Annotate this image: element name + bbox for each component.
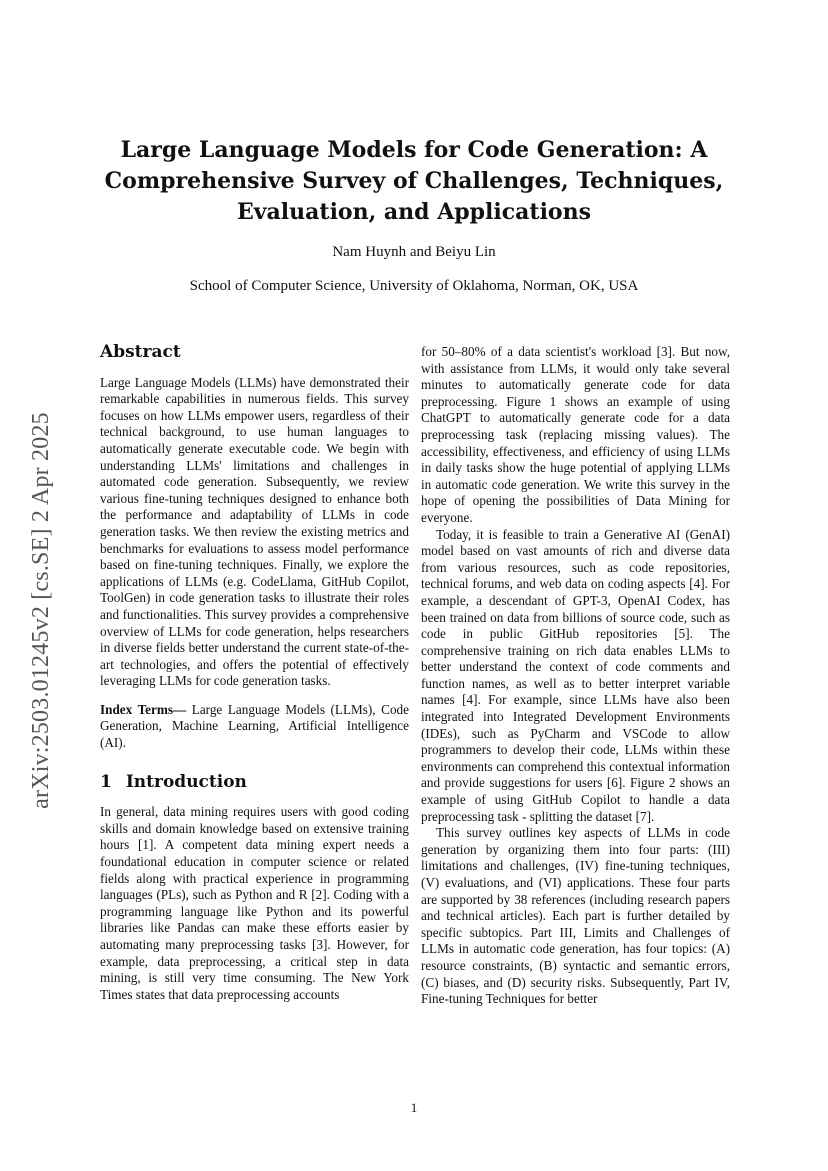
title-line: Comprehensive Survey of Challenges, Techniques, bbox=[104, 168, 724, 194]
title-line: Evaluation, and Applications bbox=[237, 199, 591, 225]
arxiv-identifier-stamp bbox=[26, 375, 56, 845]
paper-authors: Nam Huynh and Beiyu Lin bbox=[332, 244, 496, 260]
page-number: 1 bbox=[410, 1100, 418, 1115]
section-number: 1 bbox=[100, 771, 112, 792]
intro-paragraph-1: In general, data mining requires users with good coding skills and domain knowledge based on extensive training hours [1]. A competent data mining expert needs a foundational education in computer science or related fields along with practical experience in programming languages (PLs), such as Python and R [2]. Coding with a programming language like Python and its powerful libraries like Pandas can make these efforts easier by automating many preprocessing tasks [3]. However, for example, data preprocessing, a critical step in data mining, is still very time consuming. The New York Times states that data preprocessing accounts bbox=[100, 804, 409, 1002]
introduction-heading bbox=[100, 771, 409, 792]
section-title: Introduction bbox=[125, 771, 247, 792]
index-terms bbox=[100, 702, 409, 752]
paper-affiliation: School of Computer Science, University of Oklahoma, Norman, OK, USA bbox=[189, 278, 639, 294]
paper-title bbox=[100, 135, 728, 228]
left-column bbox=[100, 344, 409, 1003]
right-column bbox=[421, 344, 730, 1008]
abstract-body: Large Language Models (LLMs) have demonstrated their remarkable capabilities in numerous fields. This survey focuses on how LLMs empower users, regardless of their technical background, to use human languages to automatically generate executable code. We begin with understanding LLMs' limitations and challenges in automated code generation. Subsequently, we review various fine-tuning techniques designed to enhance both the performance and adaptability of LLMs in code generation tasks. We then review the existing metrics and benchmarks for evaluations to assess model performance based on fine-tuning techniques. Finally, we explore the applications of LLMs (e.g. CodeLlama, GitHub Copilot, ToolGen) in code generation tasks to illustrate their roles and functionalities. This survey provides a comprehensive overview of LLMs for code generation, helps researchers in diverse fields better understand the current state-of-the-art technologies, and offers the potential of effectively leveraging LLMs for code generation tasks. bbox=[100, 374, 409, 689]
intro-paragraph-1-continued: for 50–80% of a data scientist's workload [3]. But now, with assistance from LLMs, it would only take several minutes to automatically generate code for data preprocessing. Figure 1 shows an example of using ChatGPT to automatically generate code for a data preprocessing task (replacing missing values). The accessibility, effectiveness, and efficiency of using LLMs in daily tasks show the huge potential of applying LLMs in automatic code generation. We write this survey in the hope of opening the possibilities of Data Mining for everyone. bbox=[421, 344, 730, 525]
title-line: Large Language Models for Code Generation: A bbox=[120, 137, 708, 163]
index-terms-text: Large Language Models (LLMs), Code Generation, Machine Learning, Artificial Intelligence (AI). bbox=[100, 701, 409, 751]
index-terms-label: Index Terms— bbox=[100, 701, 187, 717]
intro-paragraph-2: Today, it is feasible to train a Generative AI (GenAI) model based on vast amounts of rich and diverse data from various resources, such as code repositories, technical forums, and web data on coding aspects [4]. For example, a descendant of GPT-3, OpenAI Codex, has been trained on data from billions of source code, such as code in public GitHub repositories [5]. The comprehensive training on rich data enables LLMs to better understand the context of code comments and function names, as well as to better interpret variable names [4]. For example, since LLMs have also been integrated into Integrated Development Environments (IDEs), such as PyCharm and VSCode to allow programmers to develop their code, LLMs within these environments can comprehend this contextual information and provide suggestions for users [6]. Figure 2 shows an example of using GitHub Copilot to handle a data preprocessing task - splitting the dataset [7]. bbox=[421, 526, 730, 824]
intro-paragraph-3: This survey outlines key aspects of LLMs in code generation by organizing them into four parts: (III) limitations and challenges, (IV) fine-tuning techniques, (V) evaluations, and (VI) applications. These four parts are supported by 38 references (including research papers and technical articles). Each part is further detailed by specific subtopics. Part III, Limits and Challenges of LLMs in automatic code generation, has four topics: (A) resource constraints, (B) syntactic and semantic errors, (C) biases, and (D) security risks. Subsequently, Part IV, Fine-tuning Techniques for better bbox=[421, 825, 730, 1007]
arxiv-identifier-text: arXiv:2503.01245v2 [cs.SE] 2 Apr 2025 bbox=[27, 411, 54, 809]
abstract-heading: Abstract bbox=[100, 342, 181, 362]
